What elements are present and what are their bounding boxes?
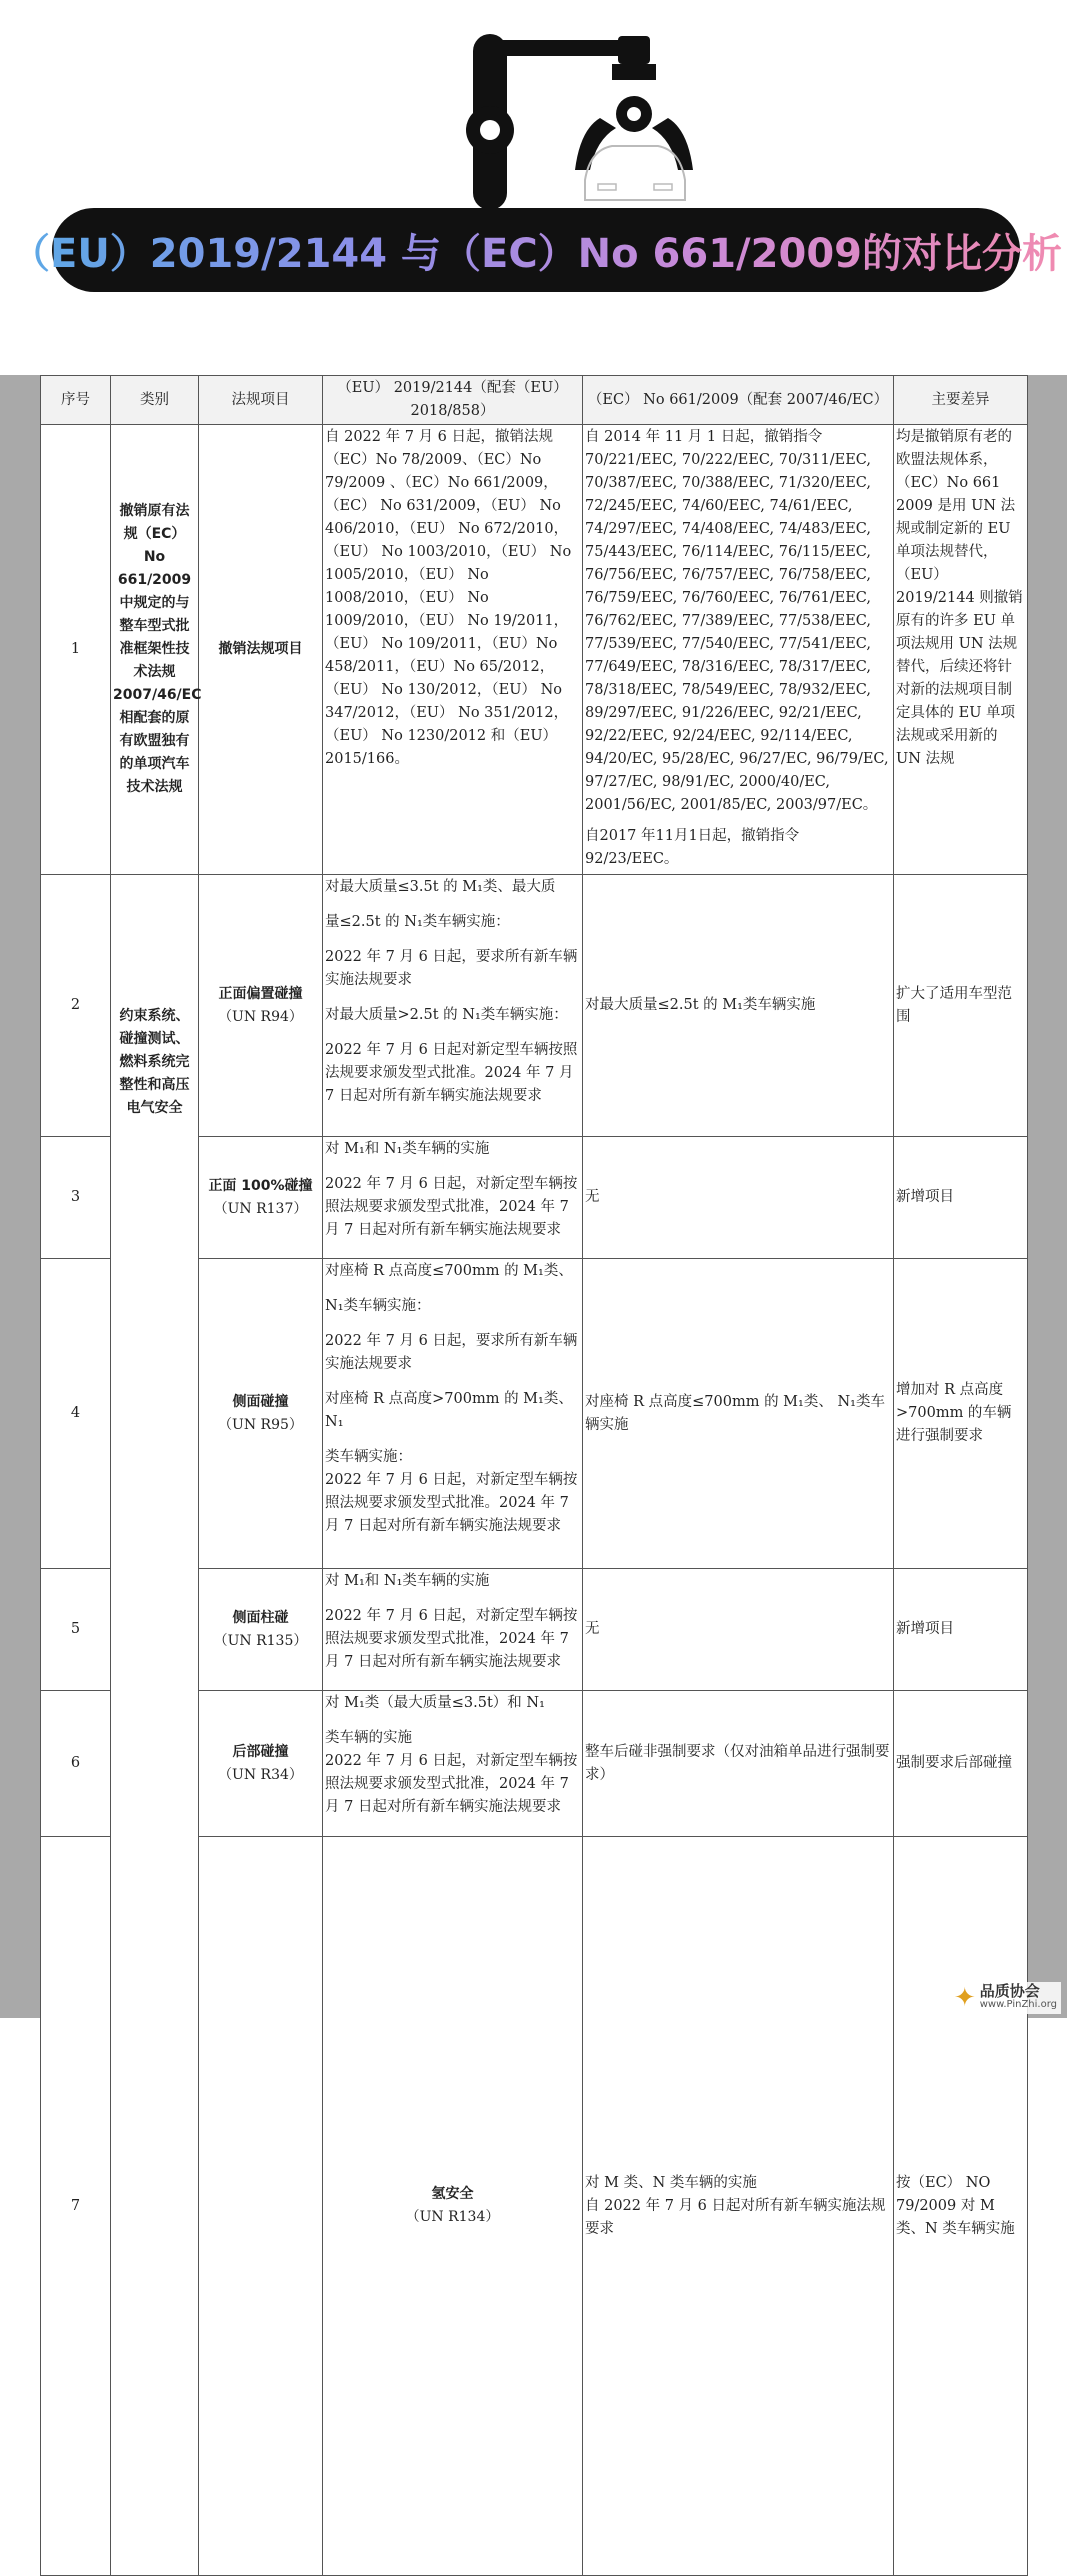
eu-paragraph: 2022 年 7 月 6 日起，对新定型车辆按照法规要求颁发型式批准，2024 年 7 月 7 日起对所有新车辆实施法规要求 [325, 1608, 578, 1670]
eu-paragraph: 对 M₁和 N₁类车辆的实施 [325, 1573, 490, 1589]
header [0, 0, 1067, 375]
eu-paragraph: 2022 年 7 月 6 日起，要求所有新车辆实施法规要求 [325, 949, 578, 988]
eu-requirement [583, 1837, 894, 2576]
header-no: 序号 [41, 376, 111, 425]
ec-paragraph: 自 2014 年 11 月 1 日起，撤销指令 70/221/EEC, 70/222/EEC, 70/311/EEC, 70/387/EEC, 70/388/EEC, 71/320/EEC, 72/245/EEC, 74/60/EEC, 74/61/EEC, 74/297/EEC, 74/408/EEC, 74/483/EEC, 75/443/EEC, 76/114/EEC, 76/115/EEC, 76/756/EEC, 76/757/EEC, 76/758/EEC, 76/759/EEC, 76/760/EEC, 76/761/EEC, 76/762/EEC, 77/389/EEC, 77/538/EEC, 77/539/EEC, 77/540/EEC, 77/541/EEC, 77/649/EEC, 78/316/EEC, 78/317/EEC, 78/318/EEC, 78/549/EEC, 78/932/EEC, 89/297/EEC, 91/226/EEC, 92/21/EEC, 92/22/EEC, 92/24/EEC, 92/114/EEC, 94/20/EC, 95/28/EC, 96/27/EC, 96/79/EC, 97/27/EC, 98/91/EC, 2000/40/EC, 2001/56/EC, 2001/85/EC, 2003/97/EC。 [585, 429, 889, 813]
main-difference: 均是撤销原有老的欧盟法规体系，（EC）No 661 2009 是用 UN 法规或制定新的 EU 单项法规替代，（EU） 2019/2144 则撤销原有的许多 EU 单项法规用 UN 法规替代，后续还将针对新的法规项目制定具体的 EU 单项法规或采用新的 UN 法规 [894, 425, 1028, 875]
page-title: （EU）2019/2144 与（EC）No 661/2009的对比分析 [10, 222, 1062, 279]
row-number: 5 [41, 1569, 111, 1691]
eu-paragraph: 2022 年 7 月 6 日起，要求所有新车辆实施法规要求 [325, 1333, 578, 1372]
eu-paragraph: 类车辆实施： [325, 1449, 412, 1465]
row-item [199, 1691, 323, 1837]
eu-paragraph: 量≤2.5t 的 N₁类车辆实施： [325, 914, 510, 930]
item-name: 侧面碰撞 [232, 1393, 289, 1410]
main-difference: 扩大了适用车型范围 [894, 875, 1028, 1137]
item-name: 正面偏置碰撞 [218, 985, 303, 1002]
title-banner [10, 208, 1062, 292]
watermark-url: www.PinZhi.org [979, 1999, 1057, 2010]
ec-requirement [583, 1691, 894, 1837]
main-difference: 增加对 R 点高度>700mm 的车辆进行强制要求 [894, 1259, 1028, 1569]
ec-paragraph: 无 [585, 1189, 600, 1205]
ec-paragraph: 无 [585, 1621, 600, 1637]
ec-paragraph: 整车后碰非强制要求（仅对油箱单品进行强制要求） [585, 1743, 890, 1783]
header-ec-661-2009: （EC） No 661/2009（配套 2007/46/EC） [583, 376, 894, 425]
row-number: 4 [41, 1259, 111, 1569]
ec-requirement [583, 875, 894, 1137]
row-category: 约束系统、碰撞测试、燃料系统完整性和高压电气安全 [111, 875, 199, 2576]
eu-requirement [323, 1569, 583, 1691]
eu-paragraph: 对 M 类、N 类车辆的实施 [585, 2174, 757, 2191]
eu-paragraph: 2022 年 7 月 6 日起，对新定型车辆按照法规要求颁发型式批准。2024 年 7 月 7 日起对所有新车辆实施法规要求 [325, 1472, 578, 1534]
item-name: 正面 100%碰撞 [208, 1177, 313, 1194]
row-number: 6 [41, 1691, 111, 1837]
eu-paragraph: 2022 年 7 月 6 日起对新定型车辆按照法规要求颁发型式批准。2024 年 7 月 7 日起对所有新车辆实施法规要求 [325, 1042, 578, 1104]
item-name: 氢安全 [431, 2186, 474, 2202]
item-code: （UN R34） [218, 1766, 303, 1783]
watermark-name: 品质协会 [979, 1982, 1040, 2000]
ec-paragraph: 按（EC） NO 79/2009 对 M 类、N 类车辆实施 [896, 2174, 1015, 2237]
eu-requirement [323, 1137, 583, 1259]
eu-paragraph: 自 2022 年 7 月 6 日起对所有新车辆实施法规要求 [585, 2197, 886, 2237]
main-difference: 新增项目 [894, 1569, 1028, 1691]
eu-paragraph: 对座椅 R 点高度≤700mm 的 M₁类、 [325, 1263, 573, 1279]
row-item [323, 1837, 583, 2576]
eu-paragraph: 对 M₁和 N₁类车辆的实施 [325, 1141, 490, 1157]
eu-paragraph: 2022 年 7 月 6 日起，对新定型车辆按照法规要求颁发型式批准，2024 年 7 月 7 日起对所有新车辆实施法规要求 [325, 1176, 578, 1238]
ec-requirement [894, 1837, 1028, 2576]
table-header-row [41, 376, 1028, 425]
item-code: （UN R137） [213, 1200, 308, 1217]
eu-paragraph: 对座椅 R 点高度>700mm 的 M₁类、N₁ [325, 1391, 573, 1430]
eu-requirement [323, 1691, 583, 1837]
table-row [41, 425, 1028, 875]
main-difference: 新增项目 [894, 1137, 1028, 1259]
eu-requirement [323, 425, 583, 875]
table-row [41, 875, 1028, 1137]
eu-requirement [323, 1259, 583, 1569]
eu-paragraph: 类车辆的实施 [325, 1730, 412, 1746]
document-frame [0, 375, 1067, 2237]
eu-paragraph: 自 2022 年 7 月 6 日起，撤销法规（EC）No 78/2009、（EC）No 79/2009 、（EC）No 661/2009，（EC） No 631/2009，（EU） No 406/2010，（EU） No 672/2010，（EU） No 1003/2010，（EU） No 1005/2010，（EU） No 1008/2010，（EU） No 1009/2010，（EU） No 19/2011，（EU） No 109/2011，（EU）No 458/2011，（EU）No 65/2012，（EU） No 130/2012，（EU） No 347/2012，（EU） No 351/2012，（EU） No 1230/2012 和（EU） 2015/166。 [325, 429, 572, 767]
item-code: （UN R94） [218, 1008, 303, 1025]
row-category [199, 1837, 323, 2576]
watermark [950, 1982, 1061, 2014]
comparison-table [40, 375, 1028, 2576]
ec-requirement [583, 1259, 894, 1569]
item-name: 侧面柱碰 [232, 1609, 289, 1626]
item-code: （UN R95） [218, 1416, 303, 1433]
row-number: 2 [41, 875, 111, 1137]
eu-paragraph: 对最大质量≤3.5t 的 M₁类、最大质 [325, 879, 556, 895]
header-eu-2019-2144: （EU） 2019/2144（配套（EU）2018/858） [323, 376, 583, 425]
row-number: 3 [41, 1137, 111, 1259]
ec-requirement [583, 1569, 894, 1691]
star-logo-icon: ✦ [953, 1983, 976, 2013]
ec-requirement [583, 1137, 894, 1259]
item-name: 撤销法规项目 [218, 641, 303, 657]
eu-paragraph: 对 M₁类（最大质量≤3.5t）和 N₁ [325, 1695, 545, 1711]
item-code: （UN R134） [405, 2209, 500, 2225]
main-difference: 强制要求后部碰撞 [894, 1691, 1028, 1837]
header-main-difference: 主要差异 [894, 376, 1028, 425]
ec-requirement [583, 425, 894, 875]
row-item [199, 1569, 323, 1691]
ec-paragraph: 对最大质量≤2.5t 的 M₁类车辆实施 [585, 997, 816, 1013]
row-number: 7 [41, 1837, 111, 2576]
ec-paragraph: 对座椅 R 点高度≤700mm 的 M₁类、 N₁类车辆实施 [585, 1393, 885, 1433]
row-item [199, 1259, 323, 1569]
row-category: 撤销原有法规（EC）No 661/2009 中规定的与整车型式批准框架性技术法规 2007/46/EC 相配套的原有欧盟独有的单项汽车技术法规 [111, 425, 199, 875]
item-code: （UN R135） [213, 1632, 308, 1649]
robot-arm-car-illustration [0, 0, 1067, 210]
eu-paragraph: 2022 年 7 月 6 日起，对新定型车辆按照法规要求颁发型式批准，2024 年 7 月 7 日起对所有新车辆实施法规要求 [325, 1753, 578, 1815]
eu-requirement [323, 875, 583, 1137]
row-item [199, 1137, 323, 1259]
header-item: 法规项目 [199, 376, 323, 425]
item-name: 后部碰撞 [232, 1743, 289, 1760]
row-item [199, 875, 323, 1137]
row-number: 1 [41, 425, 111, 875]
eu-paragraph: N₁类车辆实施： [325, 1298, 431, 1314]
ec-paragraph: 自2017 年11月1日起，撤销指令92/23/EEC。 [585, 828, 800, 867]
row-item [199, 425, 323, 875]
document-page [40, 375, 1027, 2237]
eu-paragraph: 对最大质量>2.5t 的 N₁类车辆实施： [325, 1007, 568, 1023]
header-category: 类别 [111, 376, 199, 425]
